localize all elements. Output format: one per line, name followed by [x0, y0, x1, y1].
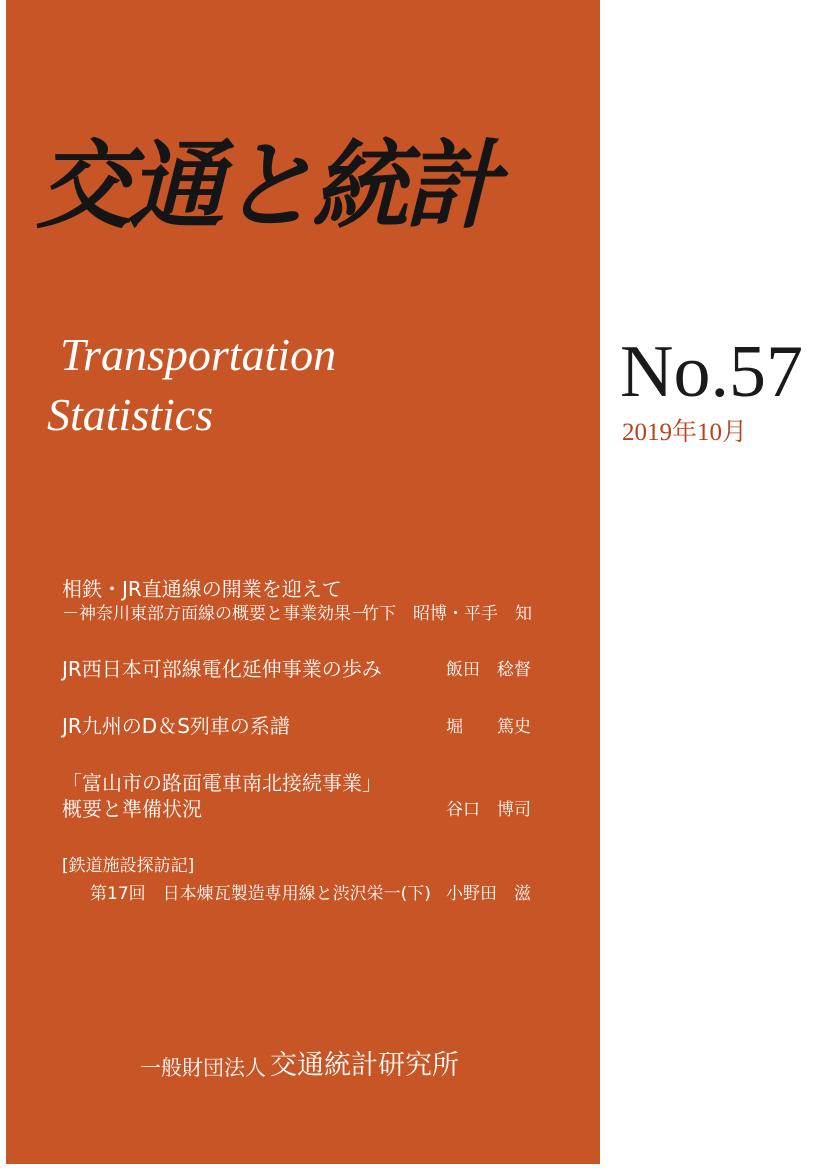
- issue-number: No.57: [620, 331, 803, 413]
- toc-item-5-title: 第17回 日本煉瓦製造専用線と渋沢栄一(下): [90, 884, 431, 904]
- toc-item-1-author: 竹下 昭博・平手 知: [362, 604, 532, 624]
- publisher-type: 一般財団法人: [140, 1056, 266, 1080]
- journal-title-en-line1: Transportation: [60, 329, 337, 380]
- journal-title-jp: 交通と統計: [36, 130, 496, 242]
- toc-item-1-subtitle: －神奈川東部方面線の概要と事業効果－: [62, 604, 368, 624]
- issue-date: 2019年10月: [622, 419, 748, 446]
- toc-item-4-author: 谷口 博司: [446, 800, 531, 820]
- toc-item-4-title: 「富山市の路面電車南北接続事業」: [62, 771, 382, 795]
- toc-item-3-author: 堀 篤史: [446, 717, 531, 737]
- journal-title-en-line2: Statistics: [47, 389, 214, 440]
- toc-item-1-title: 相鉄・JR直通線の開業を迎えて: [62, 577, 342, 601]
- toc-item-5-series: [鉄道施設探訪記]: [62, 856, 195, 876]
- toc-item-2-title: JR西日本可部線電化延伸事業の歩み: [62, 657, 382, 681]
- toc-item-3-title: JR九州のD＆S列車の系譜: [62, 714, 290, 738]
- toc-item-5-author: 小野田 滋: [446, 884, 531, 904]
- toc-item-2-author: 飯田 稔督: [446, 660, 531, 680]
- publisher-name: 交通統計研究所: [270, 1050, 459, 1081]
- toc-item-4-title2: 概要と準備状況: [62, 797, 202, 821]
